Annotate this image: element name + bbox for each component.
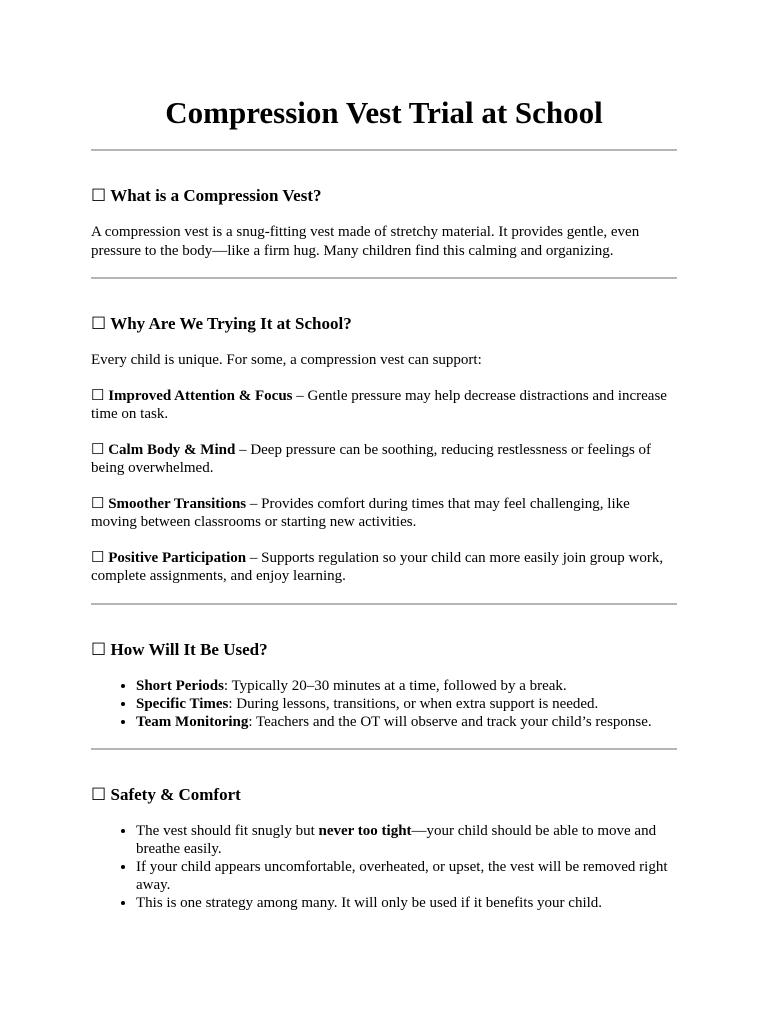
document-title: Compression Vest Trial at School bbox=[165, 95, 603, 130]
benefit-label: Calm Body & Mind bbox=[108, 441, 236, 458]
list-item-text: : Teachers and the OT will observe and track your child’s response. bbox=[248, 713, 652, 730]
section-heading bbox=[91, 640, 677, 660]
section-heading-text: How Will It Be Used? bbox=[110, 639, 268, 659]
section-heading-text: Why Are We Trying It at School? bbox=[110, 314, 352, 333]
list-item bbox=[136, 822, 677, 858]
calm-icon: ☐ bbox=[91, 441, 105, 458]
benefit-text: – Gentle pressure may help decrease distractions and increase time on task. bbox=[91, 387, 667, 422]
list-item-text: : During lessons, transitions, or when extra support is needed. bbox=[228, 695, 599, 712]
list-item-text: The vest should fit snugly but bbox=[136, 822, 319, 839]
list-item bbox=[136, 677, 677, 695]
list-item-label: Short Periods bbox=[136, 677, 224, 694]
section-how-used bbox=[91, 605, 677, 731]
school-icon: ☐ bbox=[91, 314, 107, 334]
safety-icon: ☐ bbox=[91, 784, 107, 805]
benefit-item bbox=[91, 549, 677, 586]
list-item-label: Team Monitoring bbox=[136, 713, 249, 730]
section-why bbox=[91, 279, 677, 586]
benefit-text: – Supports regulation so your child can more easily join group work, complete assignments, and enjoy learning. bbox=[91, 549, 664, 584]
section-paragraph: Every child is unique. For some, a compression vest can support: bbox=[91, 352, 482, 368]
list-item-label: Specific Times bbox=[136, 695, 229, 712]
section-heading bbox=[91, 186, 677, 206]
section-safety bbox=[91, 750, 677, 912]
participation-icon: ☐ bbox=[91, 549, 105, 566]
section-heading bbox=[91, 314, 677, 334]
benefit-text: – Provides comfort during times that may feel challenging, like moving between classrooms or starting new activities. bbox=[91, 495, 630, 530]
focus-icon: ☐ bbox=[91, 387, 105, 404]
section-heading-text: What is a Compression Vest? bbox=[110, 186, 322, 205]
list-item-text: —your child should be able to move and breathe easily. bbox=[136, 822, 657, 857]
clock-icon: ☐ bbox=[91, 639, 107, 660]
section-heading-text: Safety & Comfort bbox=[110, 784, 241, 804]
list-item-text: : Typically 20–30 minutes at a time, followed by a break. bbox=[223, 677, 567, 694]
list-item bbox=[136, 695, 677, 713]
safety-list bbox=[91, 822, 677, 912]
benefit-label: Positive Participation bbox=[108, 549, 247, 566]
list-item: • If your child appears uncomfortable, overheated, or upset, the vest will be removed right away. bbox=[136, 858, 677, 894]
benefit-text: – Deep pressure can be soothing, reducing restlessness or feelings of being overwhelmed. bbox=[91, 441, 652, 476]
benefit-label: Improved Attention & Focus bbox=[108, 387, 293, 404]
list-item: • This is one strategy among many. It will only be used if it benefits your child. bbox=[136, 894, 677, 912]
section-what-is bbox=[91, 151, 677, 260]
section-paragraph: A compression vest is a snug-fitting vest made of stretchy material. It provides gentle, even pressure to the body—like a firm hug. Many children find this calming and organizing. bbox=[91, 224, 640, 259]
benefit-item bbox=[91, 441, 677, 478]
benefit-label: Smoother Transitions bbox=[108, 495, 247, 512]
transition-icon: ☐ bbox=[91, 495, 105, 512]
list-item bbox=[136, 713, 677, 731]
benefit-item bbox=[91, 387, 677, 424]
section-heading bbox=[91, 785, 677, 805]
list-item-emphasis: never too tight bbox=[318, 822, 412, 839]
benefit-item bbox=[91, 495, 677, 532]
vest-icon: ☐ bbox=[91, 186, 107, 206]
usage-list bbox=[91, 677, 677, 731]
